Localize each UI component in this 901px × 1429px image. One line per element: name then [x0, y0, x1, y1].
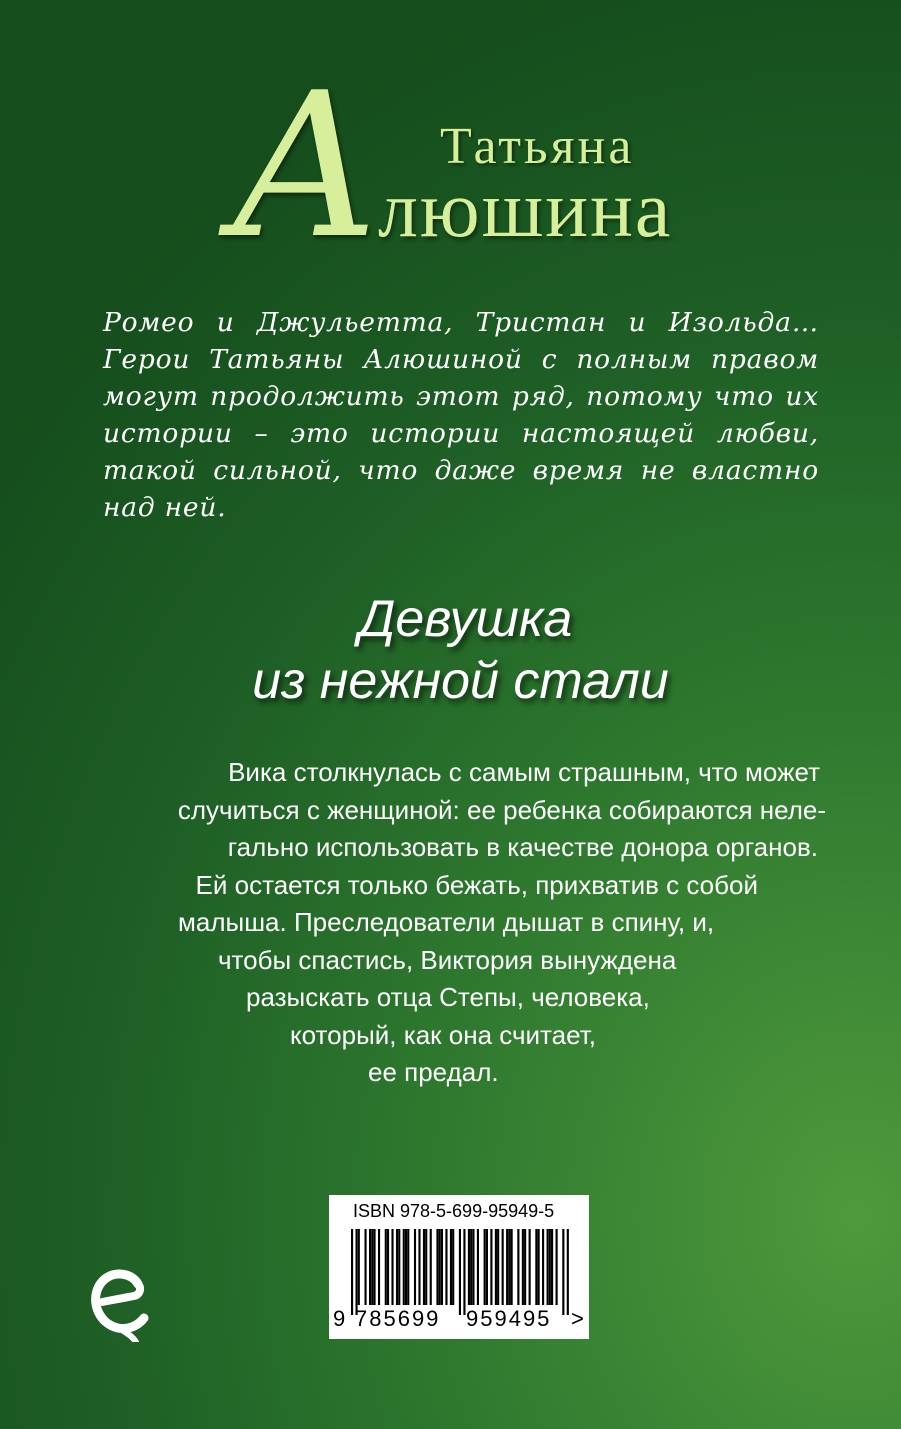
barcode-bar: [497, 1229, 499, 1305]
barcode-bar: [430, 1229, 432, 1305]
barcode-bar: [468, 1229, 470, 1305]
barcode-bar: [506, 1229, 508, 1305]
barcode-bar: [472, 1229, 474, 1305]
barcode-bar: [414, 1229, 416, 1305]
barcode-bar: [502, 1229, 504, 1305]
barcode-bar: [508, 1229, 510, 1305]
barcode-bar: [529, 1229, 531, 1305]
barcode-bar: [423, 1229, 425, 1305]
annotation-line: разыскать отца Степы, человека,: [246, 982, 650, 1012]
barcode-bar: [522, 1229, 524, 1305]
barcode-bar: [547, 1229, 549, 1305]
author-last-name-rest: люшина: [378, 166, 673, 254]
book-title: [0, 588, 901, 712]
annotation-line: Ей остается только бежать, прихватив с собой: [195, 869, 758, 900]
barcode-bar: [391, 1229, 393, 1305]
isbn-label: ISBN 978-5-699-95949-5: [353, 1201, 555, 1221]
barcode-bar: [490, 1229, 492, 1305]
barcode-bar: [445, 1229, 447, 1305]
barcode-bar: [535, 1229, 537, 1305]
barcode-bar: [439, 1229, 441, 1305]
barcode-bar: [495, 1229, 497, 1305]
barcode: [329, 1195, 589, 1339]
barcode-bar: [369, 1229, 371, 1305]
barcode-bar: [538, 1229, 540, 1305]
barcode-bar: [425, 1229, 427, 1305]
barcode-bar: [567, 1229, 569, 1315]
barcode-bar: [373, 1229, 375, 1305]
barcode-bar: [436, 1229, 438, 1305]
barcode-bar: [396, 1229, 398, 1305]
annotation-line: который, как она считает,: [290, 1019, 596, 1050]
barcode-bar: [387, 1229, 389, 1305]
barcode-bar: [486, 1229, 488, 1305]
annotation-line: малыша. Преследователи дышат в спину, и,: [178, 907, 715, 937]
barcode-bar: [477, 1229, 479, 1305]
author-first-name: Татьяна: [440, 118, 635, 175]
barcode-digits-right: 959495: [466, 1306, 552, 1331]
annotation-line: чтобы спастись, Виктория вынуждена: [218, 944, 677, 975]
barcode-bar: [364, 1229, 366, 1305]
blurb-text: Ромео и Джульетта, Тристан и Изольда… Герои Татьяны Алюшиной с полным правом могут продолжить этот ряд, потому что их истории – это истории настоящей любви, такой сильной, что даже время не властно над ней.: [103, 306, 819, 523]
barcode-bar: [385, 1229, 387, 1305]
eksmo-logo-icon: [88, 1262, 158, 1342]
barcode-bar: [450, 1229, 452, 1305]
annotation-line: случиться с женщиной: ее ребенка собираются неле-: [177, 794, 826, 825]
annotation-text: [110, 754, 830, 1092]
barcode-bar: [524, 1229, 526, 1305]
barcode-bar: [484, 1229, 486, 1305]
barcode-bar: [463, 1229, 465, 1315]
barcode-bar: [549, 1229, 551, 1305]
annotation-line: гально использовать в качестве донора органов.: [227, 832, 818, 862]
barcode-bar: [470, 1229, 472, 1305]
annotation-line: ее предал.: [368, 1057, 499, 1087]
author-initial: А: [230, 50, 382, 283]
barcode-bar: [556, 1229, 558, 1305]
book-title-line-1: Девушка: [358, 590, 573, 648]
barcode-bar: [511, 1229, 513, 1305]
barcode-bar: [562, 1229, 564, 1315]
barcode-bar: [405, 1229, 407, 1305]
barcode-bar: [418, 1229, 420, 1305]
barcode-bar: [398, 1229, 400, 1305]
barcode-bar: [452, 1229, 454, 1305]
barcode-bar: [351, 1229, 353, 1315]
barcode-bar: [355, 1229, 357, 1315]
author-name: [230, 50, 700, 283]
barcode-bar: [542, 1229, 544, 1305]
barcode-bar: [403, 1229, 405, 1305]
barcode-bar: [551, 1229, 553, 1305]
barcode-bar: [371, 1229, 373, 1305]
barcode-bar: [358, 1229, 360, 1305]
barcode-bar: [441, 1229, 443, 1305]
annotation-line: Вика столкнулась с самым страшным, что может: [228, 757, 820, 787]
book-title-line-2: из нежной стали: [252, 652, 669, 710]
barcode-bar: [459, 1229, 461, 1315]
barcode-digits-left: 785699: [355, 1306, 441, 1331]
barcode-digit-first: 9: [333, 1306, 346, 1331]
barcode-bar: [517, 1229, 519, 1305]
barcode-bar: [407, 1229, 409, 1305]
barcode-quiet-zone-mark: >: [571, 1306, 584, 1331]
barcode-bar: [378, 1229, 380, 1305]
